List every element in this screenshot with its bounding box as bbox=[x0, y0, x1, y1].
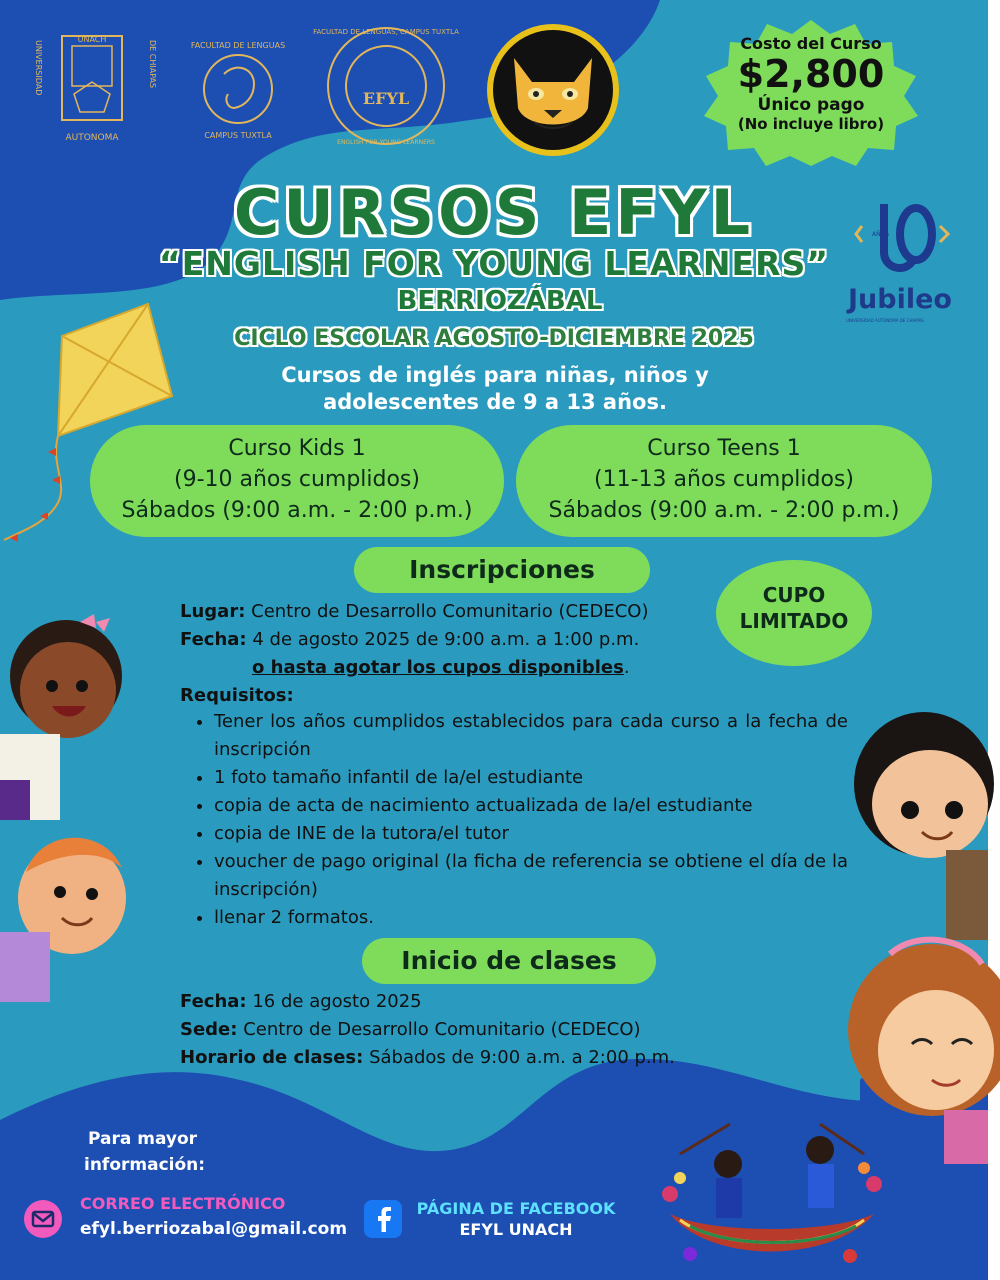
course-card-kids bbox=[90, 425, 504, 537]
list-item: • Tener los años cumplidos establecidos para cada curso a la fecha de inscripción bbox=[214, 708, 848, 764]
course-card-teens bbox=[516, 425, 932, 537]
facebook-icon[interactable] bbox=[364, 1200, 402, 1238]
unach-top-text: UNIVERSIDAD bbox=[34, 40, 43, 96]
unach-side-text: DE CHIAPAS bbox=[148, 40, 157, 89]
efyl-logo-icon bbox=[313, 20, 459, 150]
jubileo-caption: UNIVERSIDAD AUTÓNOMA DE CHIAPAS bbox=[846, 318, 924, 323]
list-item: • copia de acta de nacimiento actualizada de la/el estudiante bbox=[214, 792, 848, 820]
fecha-label: Fecha: bbox=[180, 629, 247, 650]
inscripciones-info bbox=[180, 598, 700, 710]
intro-text bbox=[250, 362, 740, 416]
intro-line-2: adolescentes de 9 a 13 años. bbox=[323, 390, 667, 414]
facultad-top-text: FACULTAD DE LENGUAS bbox=[190, 41, 286, 50]
cupo-line-1: CUPO bbox=[762, 583, 826, 607]
email-icon bbox=[24, 1200, 62, 1238]
course-name: Curso Teens 1 bbox=[647, 436, 801, 461]
facultad-logo-icon bbox=[176, 34, 300, 144]
inicio-heading: Inicio de clases bbox=[362, 938, 656, 984]
sede-value: Centro de Desarrollo Comunitario (CEDECO) bbox=[243, 1019, 641, 1040]
unach-center-text: UNACH bbox=[77, 35, 107, 44]
child-illustration-icon bbox=[838, 700, 988, 940]
inicio-info bbox=[180, 988, 740, 1072]
inicio-fecha-value: 16 de agosto 2025 bbox=[252, 991, 422, 1012]
jaguar-mascot-icon bbox=[484, 18, 622, 158]
price-note: (No incluye libro) bbox=[737, 115, 885, 133]
efyl-top-text: FACULTAD DE LENGUAS, CAMPUS TUXTLA bbox=[313, 28, 459, 36]
price-single: Único pago bbox=[757, 95, 865, 115]
requisitos-list bbox=[190, 708, 848, 932]
jubileo-small-text: AÑOS bbox=[872, 231, 890, 238]
list-item: • copia de INE de la tutora/el tutor bbox=[214, 820, 848, 848]
town-name: BERRIOZÁBAL bbox=[397, 286, 603, 316]
fecha-extra: o hasta agotar los cupos disponibles bbox=[252, 657, 624, 678]
efyl-bottom-text: ENGLISH FOR YOUNG LEARNERS bbox=[337, 139, 435, 146]
more-info bbox=[84, 1126, 205, 1178]
course-schedule: Sábados (9:00 a.m. - 2:00 p.m.) bbox=[548, 498, 900, 523]
more-info-line-2: información: bbox=[84, 1155, 206, 1175]
course-ages: (11-13 años cumplidos) bbox=[594, 467, 854, 492]
horario-value: Sábados de 9:00 a.m. a 2:00 p.m. bbox=[369, 1047, 675, 1068]
efyl-center-text: EFYL bbox=[362, 89, 410, 108]
child-illustration-icon bbox=[0, 822, 128, 1002]
facebook-link[interactable]: EFYL UNACH bbox=[459, 1220, 573, 1239]
price-badge bbox=[700, 34, 922, 133]
email-link[interactable]: efyl.berriozabal@gmail.com bbox=[80, 1219, 348, 1239]
requisitos-label: Requisitos: bbox=[180, 685, 294, 706]
lugar-label: Lugar: bbox=[180, 601, 246, 622]
unach-bottom-text: AUTONOMA bbox=[65, 133, 119, 143]
fecha-value: 4 de agosto 2025 de 9:00 a.m. a 1:00 p.m. bbox=[252, 629, 640, 650]
sede-label: Sede: bbox=[180, 1019, 238, 1040]
more-info-line-1: Para mayor bbox=[88, 1129, 198, 1149]
lugar-value: Centro de Desarrollo Comunitario (CEDECO) bbox=[251, 601, 649, 622]
unach-logo-icon bbox=[28, 30, 156, 146]
facebook-label: PÁGINA DE FACEBOOK bbox=[416, 1199, 616, 1218]
course-ages: (9-10 años cumplidos) bbox=[174, 467, 420, 492]
email-label: CORREO ELECTRÓNICO bbox=[80, 1194, 286, 1213]
hammock-artwork-icon bbox=[650, 1124, 894, 1274]
jubileo-text: Jubileo bbox=[848, 284, 952, 315]
list-item: • 1 foto tamaño infantil de la/el estudiante bbox=[214, 764, 848, 792]
course-name: Curso Kids 1 bbox=[228, 436, 366, 461]
cupo-line-2: LIMITADO bbox=[739, 609, 849, 633]
facultad-bottom-text: CAMPUS TUXTLA bbox=[204, 131, 272, 140]
list-item: • llenar 2 formatos. bbox=[214, 904, 848, 932]
list-item: • voucher de pago original (la ficha de referencia se obtiene el día de la inscripción) bbox=[214, 848, 848, 904]
intro-line-1: Cursos de inglés para niñas, niños y bbox=[281, 363, 709, 387]
fecha-extra-end: . bbox=[623, 657, 630, 678]
horario-label: Horario de clases: bbox=[180, 1047, 364, 1068]
child-illustration-icon bbox=[0, 610, 130, 820]
school-cycle: CICLO ESCOLAR AGOSTO-DICIEMBRE 2025 bbox=[234, 326, 754, 351]
inscripciones-heading: Inscripciones bbox=[354, 547, 650, 593]
course-schedule: Sábados (9:00 a.m. - 2:00 p.m.) bbox=[121, 498, 473, 523]
cupo-limitado-badge bbox=[716, 560, 872, 666]
price-amount: $2,800 bbox=[737, 52, 885, 96]
page-subtitle: “ENGLISH FOR YOUNG LEARNERS” bbox=[159, 244, 829, 283]
price-label: Costo del Curso bbox=[740, 34, 882, 53]
inicio-fecha-label: Fecha: bbox=[180, 991, 247, 1012]
page-title: CURSOS EFYL bbox=[233, 176, 755, 249]
